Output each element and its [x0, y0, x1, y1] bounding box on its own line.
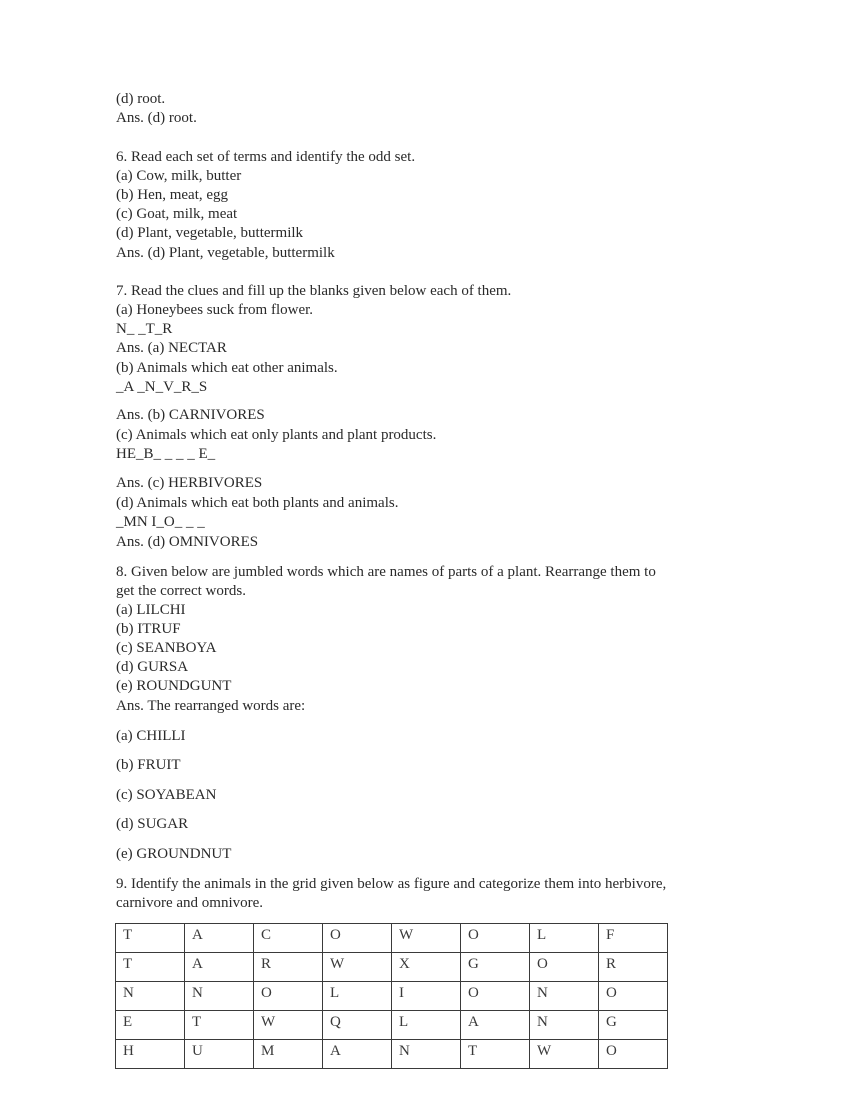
- grid-cell: W: [323, 953, 392, 982]
- q7c-answer: Ans. (c) HERBIVORES: [116, 475, 263, 491]
- grid-row: [116, 953, 668, 982]
- grid-cell: O: [599, 1040, 668, 1069]
- q6-option-b: (b) Hen, meat, egg: [116, 187, 229, 203]
- grid-cell: L: [323, 982, 392, 1011]
- grid-cell: H: [116, 1040, 185, 1069]
- q7a-blanks: N_ _T_R: [116, 321, 173, 337]
- grid-cell: Q: [323, 1011, 392, 1040]
- q7-question: 7. Read the clues and fill up the blanks given below each of them.: [116, 283, 512, 299]
- grid-cell: E: [116, 1011, 185, 1040]
- grid-cell: N: [392, 1040, 461, 1069]
- q5-option-d: (d) root.: [116, 91, 166, 107]
- grid-cell: T: [116, 953, 185, 982]
- grid-cell: I: [392, 982, 461, 1011]
- q7b-answer: Ans. (b) CARNIVORES: [116, 407, 265, 423]
- q7a-clue: (a) Honeybees suck from flower.: [116, 302, 314, 318]
- q7a-answer: Ans. (a) NECTAR: [116, 340, 227, 356]
- q8-question-line1: 8. Given below are jumbled words which are names of parts of a plant. Rearrange them to: [116, 564, 656, 580]
- q8-answer-d: (d) SUGAR: [116, 816, 189, 832]
- q8-question-line2: get the correct words.: [116, 583, 246, 599]
- animal-letter-grid: [115, 923, 668, 1069]
- grid-cell: O: [254, 982, 323, 1011]
- grid-cell: T: [185, 1011, 254, 1040]
- q7d-clue: (d) Animals which eat both plants and animals.: [116, 495, 399, 511]
- grid-cell: T: [116, 924, 185, 953]
- grid-row: [116, 1040, 668, 1069]
- grid-cell: R: [254, 953, 323, 982]
- grid-cell: A: [461, 1011, 530, 1040]
- grid-cell: A: [185, 924, 254, 953]
- q8-answer-intro: Ans. The rearranged words are:: [116, 698, 306, 714]
- grid-cell: G: [461, 953, 530, 982]
- q5-answer: Ans. (d) root.: [116, 110, 197, 126]
- grid-cell: F: [599, 924, 668, 953]
- grid-row: [116, 924, 668, 953]
- q8-jumbled-a: (a) LILCHI: [116, 602, 186, 618]
- q8-jumbled-c: (c) SEANBOYA: [116, 640, 217, 656]
- grid-cell: W: [392, 924, 461, 953]
- q6-option-d: (d) Plant, vegetable, buttermilk: [116, 225, 304, 241]
- grid-cell: N: [530, 1011, 599, 1040]
- grid-cell: U: [185, 1040, 254, 1069]
- grid-cell: N: [530, 982, 599, 1011]
- q8-answer-b: (b) FRUIT: [116, 757, 181, 773]
- grid-cell: O: [530, 953, 599, 982]
- q9-question-line2: carnivore and omnivore.: [116, 895, 264, 911]
- q8-jumbled-e: (e) ROUNDGUNT: [116, 678, 232, 694]
- grid-cell: T: [461, 1040, 530, 1069]
- grid-cell: C: [254, 924, 323, 953]
- q7c-blanks: HE_B_ _ _ _ E_: [116, 446, 216, 462]
- q7b-blanks: _A _N_V_R_S: [116, 379, 208, 395]
- grid-cell: N: [116, 982, 185, 1011]
- q8-jumbled-b: (b) ITRUF: [116, 621, 181, 637]
- grid-cell: L: [392, 1011, 461, 1040]
- q8-answer-a: (a) CHILLI: [116, 728, 186, 744]
- q6-option-c: (c) Goat, milk, meat: [116, 206, 238, 222]
- grid-cell: O: [461, 924, 530, 953]
- grid-cell: M: [254, 1040, 323, 1069]
- q7c-clue: (c) Animals which eat only plants and plant products.: [116, 427, 437, 443]
- grid-cell: W: [530, 1040, 599, 1069]
- grid-cell: A: [185, 953, 254, 982]
- grid-cell: A: [323, 1040, 392, 1069]
- q7d-answer: Ans. (d) OMNIVORES: [116, 534, 259, 550]
- grid-cell: R: [599, 953, 668, 982]
- q7b-clue: (b) Animals which eat other animals.: [116, 360, 338, 376]
- grid-row: [116, 982, 668, 1011]
- grid-row: [116, 1011, 668, 1040]
- grid-cell: X: [392, 953, 461, 982]
- grid-cell: L: [530, 924, 599, 953]
- q6-option-a: (a) Cow, milk, butter: [116, 168, 242, 184]
- grid-cell: O: [323, 924, 392, 953]
- grid-cell: O: [461, 982, 530, 1011]
- q9-question-line1: 9. Identify the animals in the grid given below as figure and categorize them into herbivore,: [116, 876, 667, 892]
- grid-cell: G: [599, 1011, 668, 1040]
- q8-jumbled-d: (d) GURSA: [116, 659, 189, 675]
- q6-answer: Ans. (d) Plant, vegetable, buttermilk: [116, 245, 335, 261]
- q7d-blanks: _MN I_O_ _ _: [116, 514, 205, 530]
- q6-question: 6. Read each set of terms and identify the odd set.: [116, 149, 416, 165]
- grid-cell: W: [254, 1011, 323, 1040]
- grid-cell: N: [185, 982, 254, 1011]
- q8-answer-e: (e) GROUNDNUT: [116, 846, 232, 862]
- q8-answer-c: (c) SOYABEAN: [116, 787, 217, 803]
- grid-cell: O: [599, 982, 668, 1011]
